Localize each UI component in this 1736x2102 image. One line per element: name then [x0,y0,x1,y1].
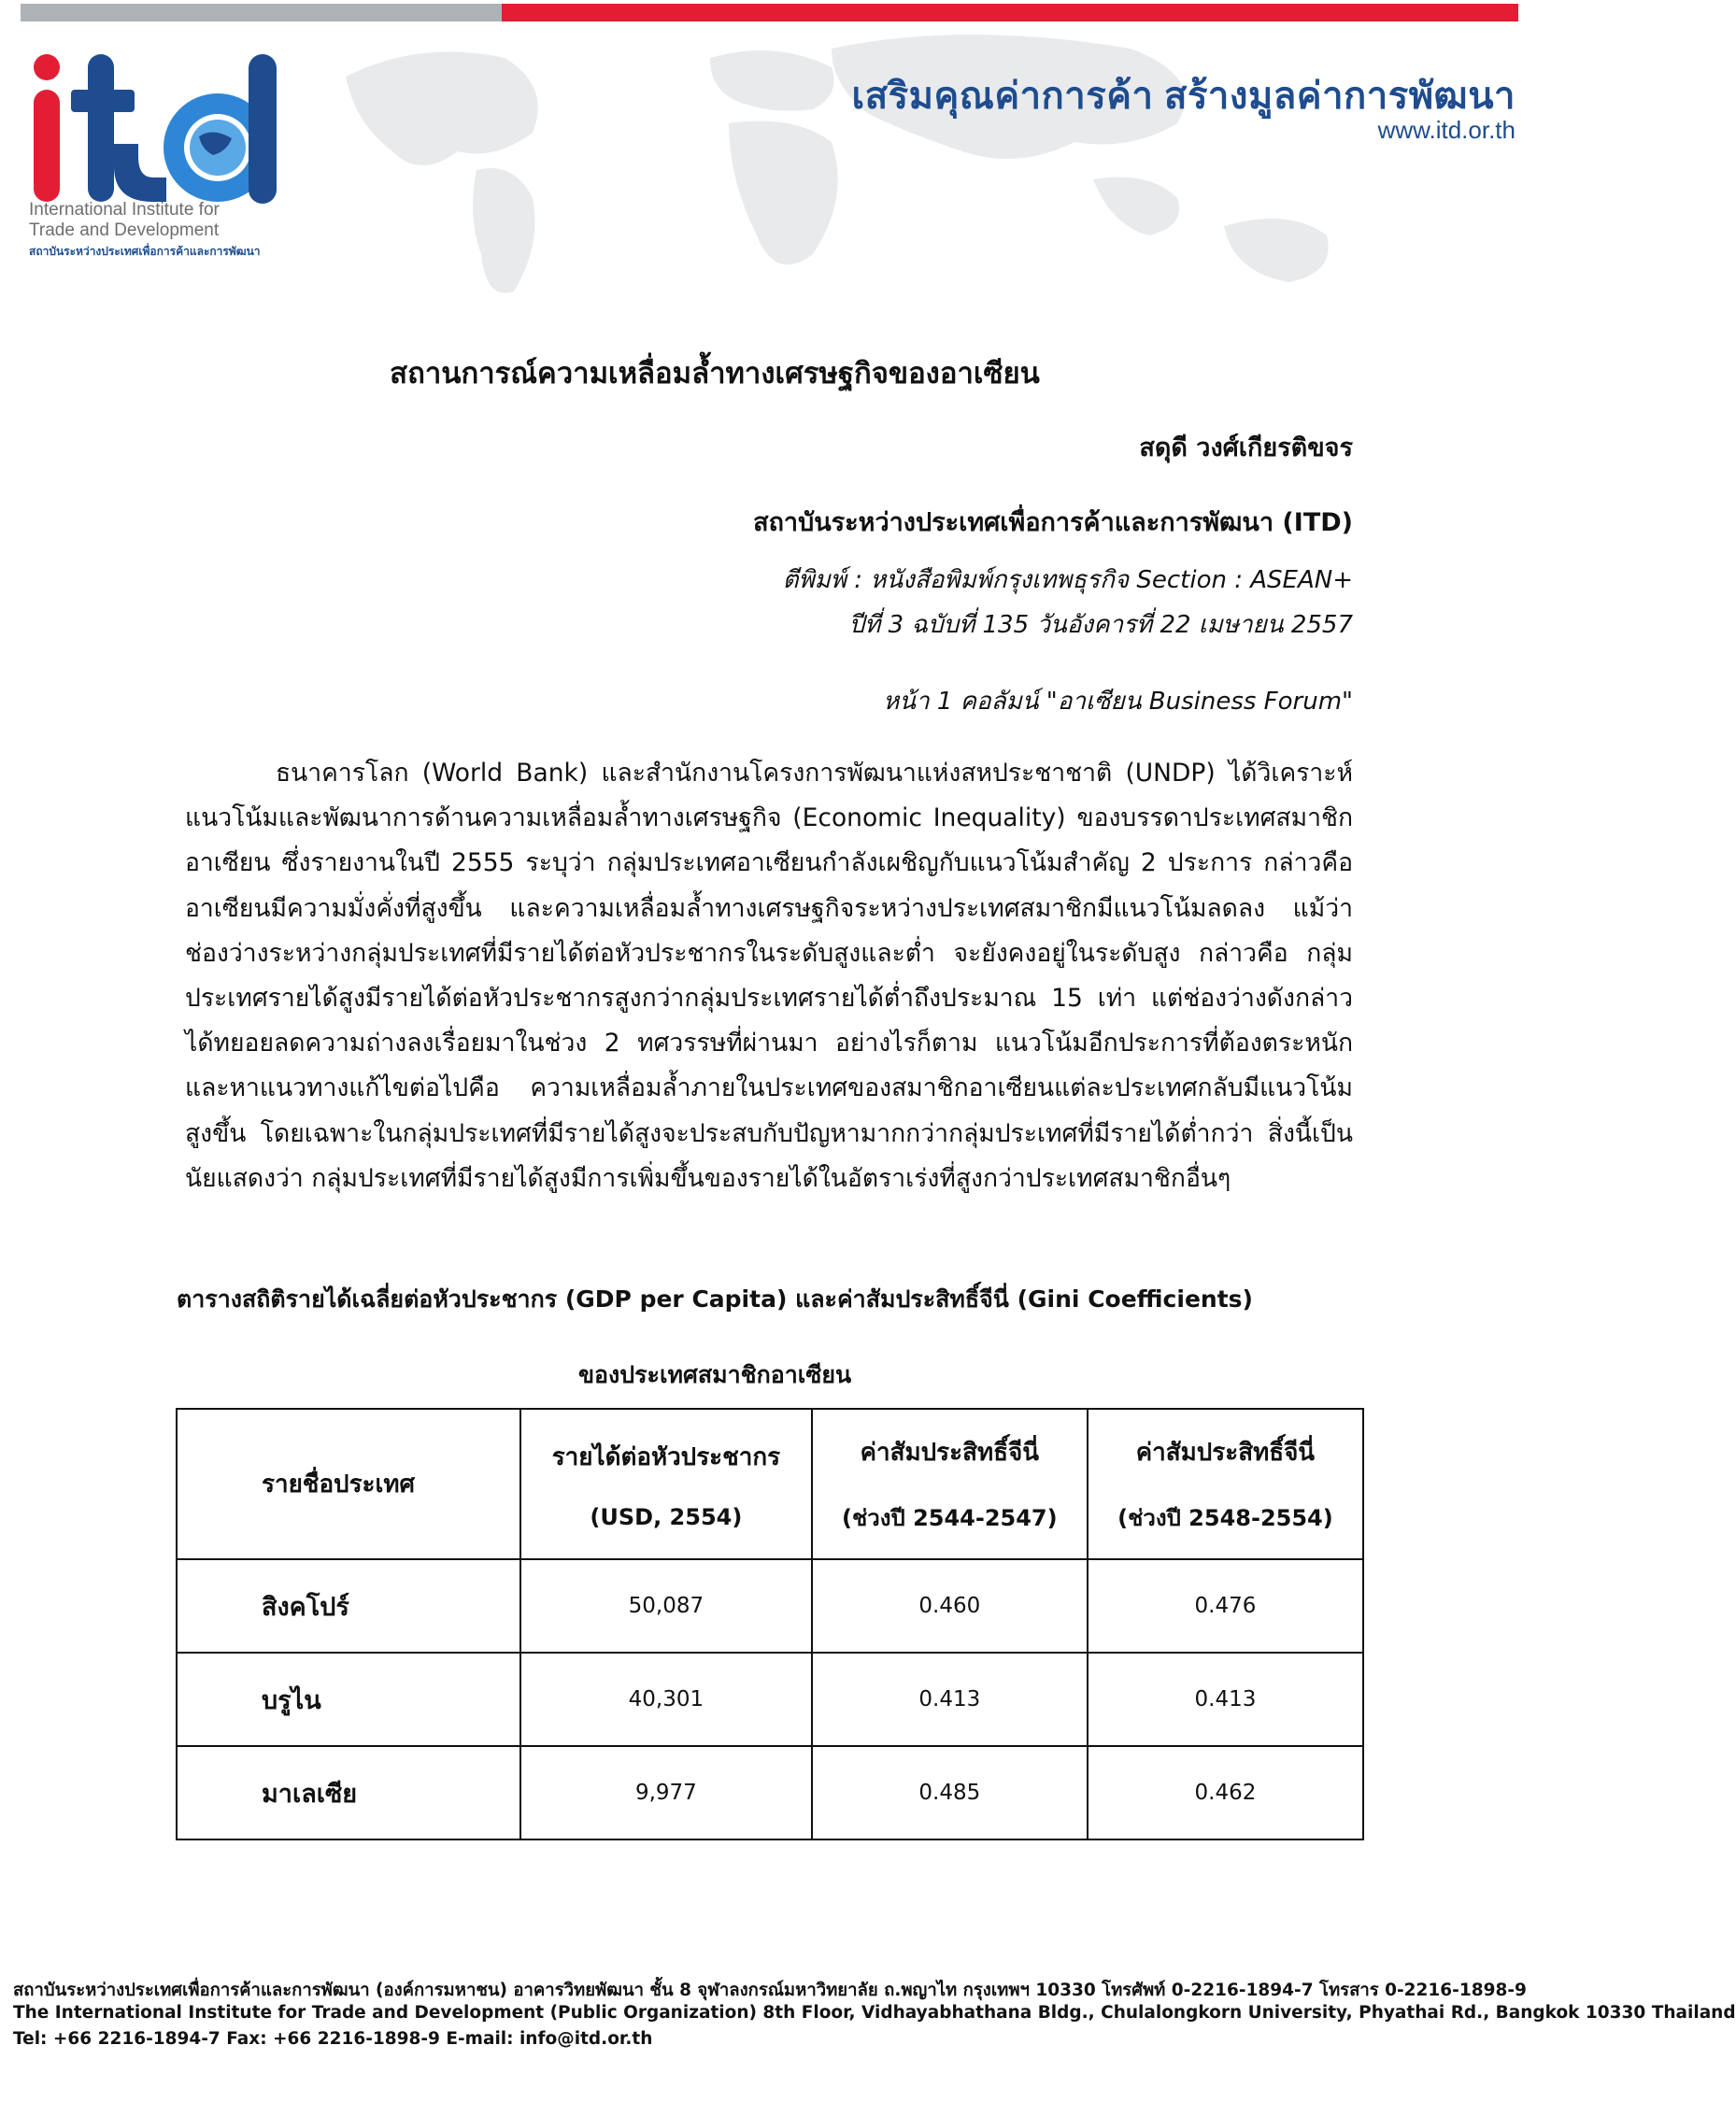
cell-gini-1: 0.413 [812,1653,1088,1746]
cell-gini-2: 0.462 [1088,1746,1363,1839]
header-gini-1: ค่าสัมประสิทธิ์จีนี่ (ช่วงปี 2544-2547) [812,1409,1088,1559]
cell-country: สิงคโปร์ [177,1559,520,1653]
header-grey-bar [21,4,502,21]
article-title: สถานการณ์ความเหลื่อมล้ำทางเศรษฐกิจของอาเซียน [390,357,1040,391]
header-gini-2: ค่าสัมประสิทธิ์จีนี่ (ช่วงปี 2548-2554) [1088,1409,1363,1559]
table-row [177,1559,1363,1653]
asean-statistics-table [176,1408,1364,1840]
cell-country: บรูไน [177,1653,520,1746]
cell-gini-1: 0.485 [812,1746,1088,1839]
article-author: สดุดี วงศ์เกียรติขจร [1139,433,1353,462]
footer-contact: Tel: +66 2216-1894-7 Fax: +66 2216-1898-9 E-mail: info@itd.or.th [13,2029,653,2049]
logo-subtitle-thai: สถาบันระหว่างประเทศเพื่อการค้าและการพัฒนา [29,245,261,258]
header-slogan: เสริมคุณค่าการค้า สร้างมูลค่าการพัฒนา [851,76,1515,117]
table-caption-line2: ของประเทศสมาชิกอาเซียน [577,1361,852,1388]
header-country: รายชื่อประเทศ [177,1409,520,1559]
cell-gdp: 40,301 [520,1653,812,1746]
footer-address-english: The International Institute for Trade and Development (Public Organization) 8th Floor, Vidhayabhathana Bldg., Chulalongkorn University, Phyathai Rd., Bangkok 10330 Thailand [13,2003,1736,2023]
table-header-row [177,1409,1363,1559]
publication-source: ตีพิมพ์ : หนังสือพิมพ์กรุงเทพธุรกิจ Section : ASEAN+ [782,566,1353,594]
table-caption-line1: ตารางสถิติรายได้เฉลี่ยต่อหัวประชากร (GDP per Capita) และค่าสัมประสิทธิ์จีนี่ (Gini Coefficients) [177,1285,1253,1313]
header-red-bar [502,4,1518,21]
article-institute: สถาบันระหว่างประเทศเพื่อการค้าและการพัฒนา (ITD) [753,508,1353,537]
publication-column: หน้า 1 คอลัมน์ "อาเซียน Business Forum" [883,688,1353,716]
header-website-link[interactable]: www.itd.or.th [1377,116,1515,144]
cell-country: มาเลเซีย [177,1746,520,1839]
footer-address-thai: สถาบันระหว่างประเทศเพื่อการค้าและการพัฒนา (องค์การมหาชน) อาคารวิทยพัฒนา ชั้น 8 จุฬาลงกรณ์มหาวิทยาลัย ถ.พญาไท กรุงเทพฯ 10330 โทรศัพท์ 0-2216-1894-7 โทรสาร 0-2216-1898-9 [13,1981,1527,2000]
cell-gdp: 50,087 [520,1559,812,1653]
cell-gini-2: 0.476 [1088,1559,1363,1653]
table-row [177,1746,1363,1839]
world-map-watermark [308,21,1430,301]
logo-subtitle-1: International Institute for [29,200,220,220]
logo-subtitle-2: Trade and Development [29,220,220,240]
cell-gini-1: 0.460 [812,1559,1088,1653]
cell-gdp: 9,977 [520,1746,812,1839]
header-gdp: รายได้ต่อหัวประชากร (USD, 2554) [520,1409,812,1559]
table-row [177,1653,1363,1746]
publication-issue: ปีที่ 3 ฉบับที่ 135 วันอังคารที่ 22 เมษายน 2557 [848,611,1353,639]
cell-gini-2: 0.413 [1088,1653,1363,1746]
article-paragraph: ธนาคารโลก (World Bank) และสำนักงานโครงการพัฒนาแห่งสหประชาชาติ (UNDP) ได้วิเคราะห์แนวโน้มและพัฒนาการด้านความเหลื่อมล้ำทางเศรษฐกิจ (Economic Inequality) ของบรรดาประเทศสมาชิกอาเซียน ซึ่งรายงานในปี 2555 ระบุว่า กลุ่มประเทศอาเซียนกำลังเผชิญกับแนวโน้มสำคัญ 2 ประการ กล่าวคือ อาเซียนมีความมั่งคั่งที่สูงขึ้น และความเหลื่อมล้ำทางเศรษฐกิจระหว่างประเทศสมาชิกมีแนวโน้มลดลง แม้ว่าช่องว่างระหว่างกลุ่มประเทศที่มีรายได้ต่อหัวประชากรในระดับสูงและต่ำ จะยังคงอยู่ในระดับสูง กล่าวคือ กลุ่มประเทศรายได้สูงมีรายได้ต่อหัวประชากรสูงกว่ากลุ่มประเทศรายได้ต่ำถึงประมาณ 15 เท่า แต่ช่องว่างดังกล่าวได้ทยอยลดความถ่างลงเรื่อยมาในช่วง 2 ทศวรรษที่ผ่านมา อย่างไรก็ตาม แนวโน้มอีกประการที่ต้องตระหนักและหาแนวทางแก้ไขต่อไปคือ ความเหลื่อมล้ำภายในประเทศของสมาชิกอาเซียนแต่ละประเทศกลับมีแนวโน้มสูงขึ้น โดยเฉพาะในกลุ่มประเทศที่มีรายได้สูงจะประสบกับปัญหามากกว่ากลุ่มประเทศที่มีรายได้ต่ำกว่า สิ่งนี้เป็นนัยแสดงว่า กลุ่มประเทศที่มีรายได้สูงมีการเพิ่มขึ้นของรายได้ในอัตราเร่งที่สูงกว่าประเทศสมาชิกอื่นๆ [185,759,1353,1193]
